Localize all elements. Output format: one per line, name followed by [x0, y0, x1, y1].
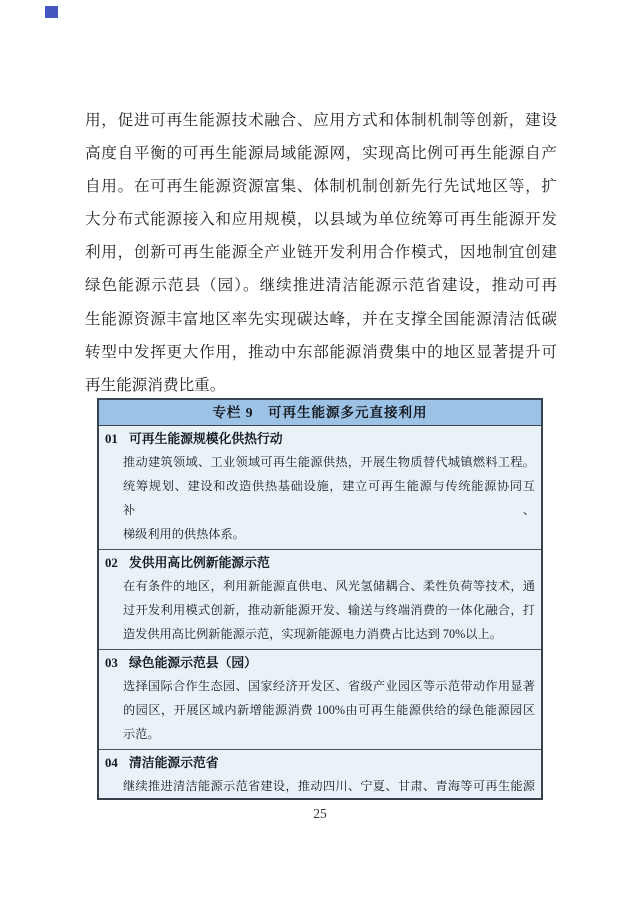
paragraph-line: 绿色能源示范县（园）。继续推进清洁能源示范省建设，推动可再 — [85, 277, 557, 295]
paragraph-line: 用，促进可再生能源技术融合、应用方式和体制机制等创新，建设 — [85, 112, 557, 129]
section-body — [123, 674, 535, 746]
section-body — [123, 574, 535, 646]
section-line: 统筹规划、建设和改造供热基础设施，建立可再生能源与传统能源协同互补、 — [123, 479, 535, 517]
paragraph-line: 利用，创新可再生能源全产业链开发利用合作模式，因地制宜创建 — [85, 244, 557, 262]
paragraph-line: 大分布式能源接入和应用规模，以县域为单位统筹可再生能源开发 — [85, 211, 557, 229]
section-body — [123, 450, 535, 546]
section-line: 继续推进清洁能源示范省建设，推动四川、宁夏、甘肃、青海等可再生能源 — [123, 779, 535, 793]
corner-mark — [45, 6, 58, 18]
box-section-01 — [99, 426, 541, 549]
paragraph-line: 再生能源消费比重。 — [85, 376, 226, 394]
section-number: 02 — [105, 556, 118, 570]
section-line — [123, 798, 535, 800]
section-body — [123, 774, 535, 800]
section-line: 推动建筑领域、工业领域可再生能源供热，开展生物质替代城镇燃料工程。 — [123, 455, 535, 469]
section-number: 03 — [105, 656, 118, 670]
section-title: 发供用高比例新能源示范 — [129, 556, 270, 570]
section-line: 在有条件的地区，利用新能源直供电、风光氢储耦合、柔性负荷等技术，通 — [123, 579, 535, 593]
body-paragraph — [85, 104, 557, 402]
box-section-02 — [99, 549, 541, 649]
section-number: 04 — [105, 756, 118, 770]
section-line: 选择国际合作生态园、国家经济开发区、省级产业园区等示范带动作用显著 — [123, 679, 535, 693]
section-line: 造发供用高比例新能源示范，实现新能源电力消费占比达到 70%以上。 — [123, 627, 502, 641]
paragraph-line: 生能源资源丰富地区率先实现碳达峰，并在支撑全国能源清洁低碳 — [85, 310, 557, 328]
section-number: 01 — [105, 432, 118, 446]
section-title-row — [105, 652, 535, 674]
paragraph-line: 自用。在可再生能源资源富集、体制机制创新先行先试地区等，扩 — [85, 178, 557, 196]
section-title: 可再生能源规模化供热行动 — [129, 432, 283, 446]
section-title-row — [105, 752, 535, 774]
section-line: 过开发利用模式创新，推动新能源开发、输送与终端消费的一体化融合，打 — [123, 603, 535, 617]
callout-box-title: 专栏 9 可再生能源多元直接利用 — [99, 400, 541, 426]
section-title: 清洁能源示范省 — [129, 756, 219, 770]
section-title-row — [105, 428, 535, 450]
section-title: 绿色能源示范县（园） — [129, 656, 257, 670]
page-number: 25 — [313, 806, 327, 821]
paragraph-line: 高度自平衡的可再生能源局域能源网，实现高比例可再生能源自产 — [85, 145, 557, 163]
callout-box — [97, 398, 543, 800]
section-line: 梯级利用的供热体系。 — [123, 527, 245, 541]
section-line: 示范。 — [123, 727, 160, 741]
section-title-row — [105, 552, 535, 574]
paragraph-line: 转型中发挥更大作用，推动中东部能源消费集中的地区显著提升可 — [85, 343, 557, 361]
section-line: 的园区，开展区域内新增能源消费 100%由可再生能源供给的绿色能源园区 — [123, 703, 535, 717]
box-section-03 — [99, 649, 541, 749]
box-section-04 — [99, 749, 541, 800]
